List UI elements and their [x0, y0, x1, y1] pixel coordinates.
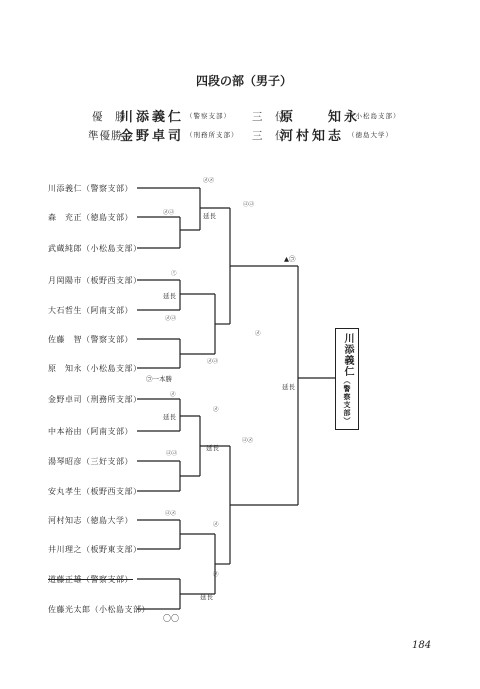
player-7: 原 知永（小松島支部） [48, 364, 142, 373]
player-9: 中本裕由（阿南支部） [48, 427, 133, 436]
third2-aff: （徳島大学） [348, 131, 393, 139]
page-number: 184 [412, 640, 432, 651]
extension-note: 延長 [203, 212, 216, 220]
circles-note: 〇〇 [163, 614, 179, 623]
extension-note: 延長 [206, 444, 219, 452]
third1-label: 三 位 [252, 111, 287, 123]
score-mark: ㋯ [171, 271, 177, 277]
third2-label: 三 位 [252, 130, 287, 142]
player-4: 月岡陽市（板野西支部） [48, 276, 142, 285]
player-3: 武蔵純郎（小松島支部） [48, 244, 142, 253]
score-mark: ㋱ [213, 572, 219, 578]
player-15: 佐藤光太郎（小松島支部） [48, 605, 150, 614]
score-mark: ㋱㋙ [163, 210, 175, 216]
ippon-note: ㋙一本勝 [146, 375, 172, 383]
player-1: 川添義仁（警察支部） [48, 184, 133, 193]
score-mark: ㋙㋱ [242, 438, 254, 444]
player-11: 安丸孝生（板野西支部） [48, 487, 142, 496]
score-mark: ㋱㋱ [203, 178, 215, 184]
player-10: 湯琴昭彦（三好支部） [48, 457, 133, 466]
champion-box [335, 328, 359, 430]
extension-note: 延長 [163, 292, 176, 300]
runnerup-label: 準優勝 [88, 130, 123, 142]
score-mark: ㋱㋙ [207, 359, 219, 365]
score-mark: ㋱㋙ [165, 316, 177, 322]
third1-aff: （小松島支部） [348, 112, 401, 120]
champion-name-vertical [339, 333, 355, 425]
extension-note: 延長 [282, 383, 295, 391]
score-mark: ㋱ [170, 392, 176, 398]
champion-aff: （警察支部） [343, 377, 352, 425]
player-8: 金野卓司（刑務所支部） [48, 395, 142, 404]
player-5: 大石哲生（阿南支部） [48, 306, 133, 315]
winner-label: 優 勝 [92, 111, 127, 123]
page-title: 四段の部（男子） [196, 74, 293, 88]
winner-name: 川添義仁 [120, 110, 185, 125]
player-14: 道藤正雄（警察支部） [48, 575, 133, 584]
player-13: 井川理之（板野東支部） [48, 545, 142, 554]
extension-note: 延長 [200, 593, 213, 601]
runnerup-aff: （刑務所支部） [186, 131, 239, 139]
score-mark: ㋱ [213, 522, 219, 528]
third2-name: 河村知志 [280, 129, 345, 144]
score-mark: ㋱ [213, 407, 219, 413]
player-2: 森 充正（徳島支部） [48, 213, 133, 222]
third1-name: 原 知永 [280, 110, 361, 125]
winner-aff: （警察支部） [186, 112, 231, 120]
score-mark: ㋙㋙ [166, 451, 178, 457]
runnerup-name: 金野卓司 [120, 129, 185, 144]
triangle-note: ▲㋙ [284, 255, 296, 263]
player-12: 河村知志（徳島大学） [48, 516, 133, 525]
score-mark: ㋱ [255, 331, 261, 337]
champion-name: 川添義仁 [342, 333, 353, 377]
player-6: 佐藤 智（警察支部） [48, 335, 133, 344]
score-mark: ㋙㋙ [243, 202, 255, 208]
extension-note: 延長 [163, 413, 176, 421]
score-mark: ㋙㋱ [165, 511, 177, 517]
